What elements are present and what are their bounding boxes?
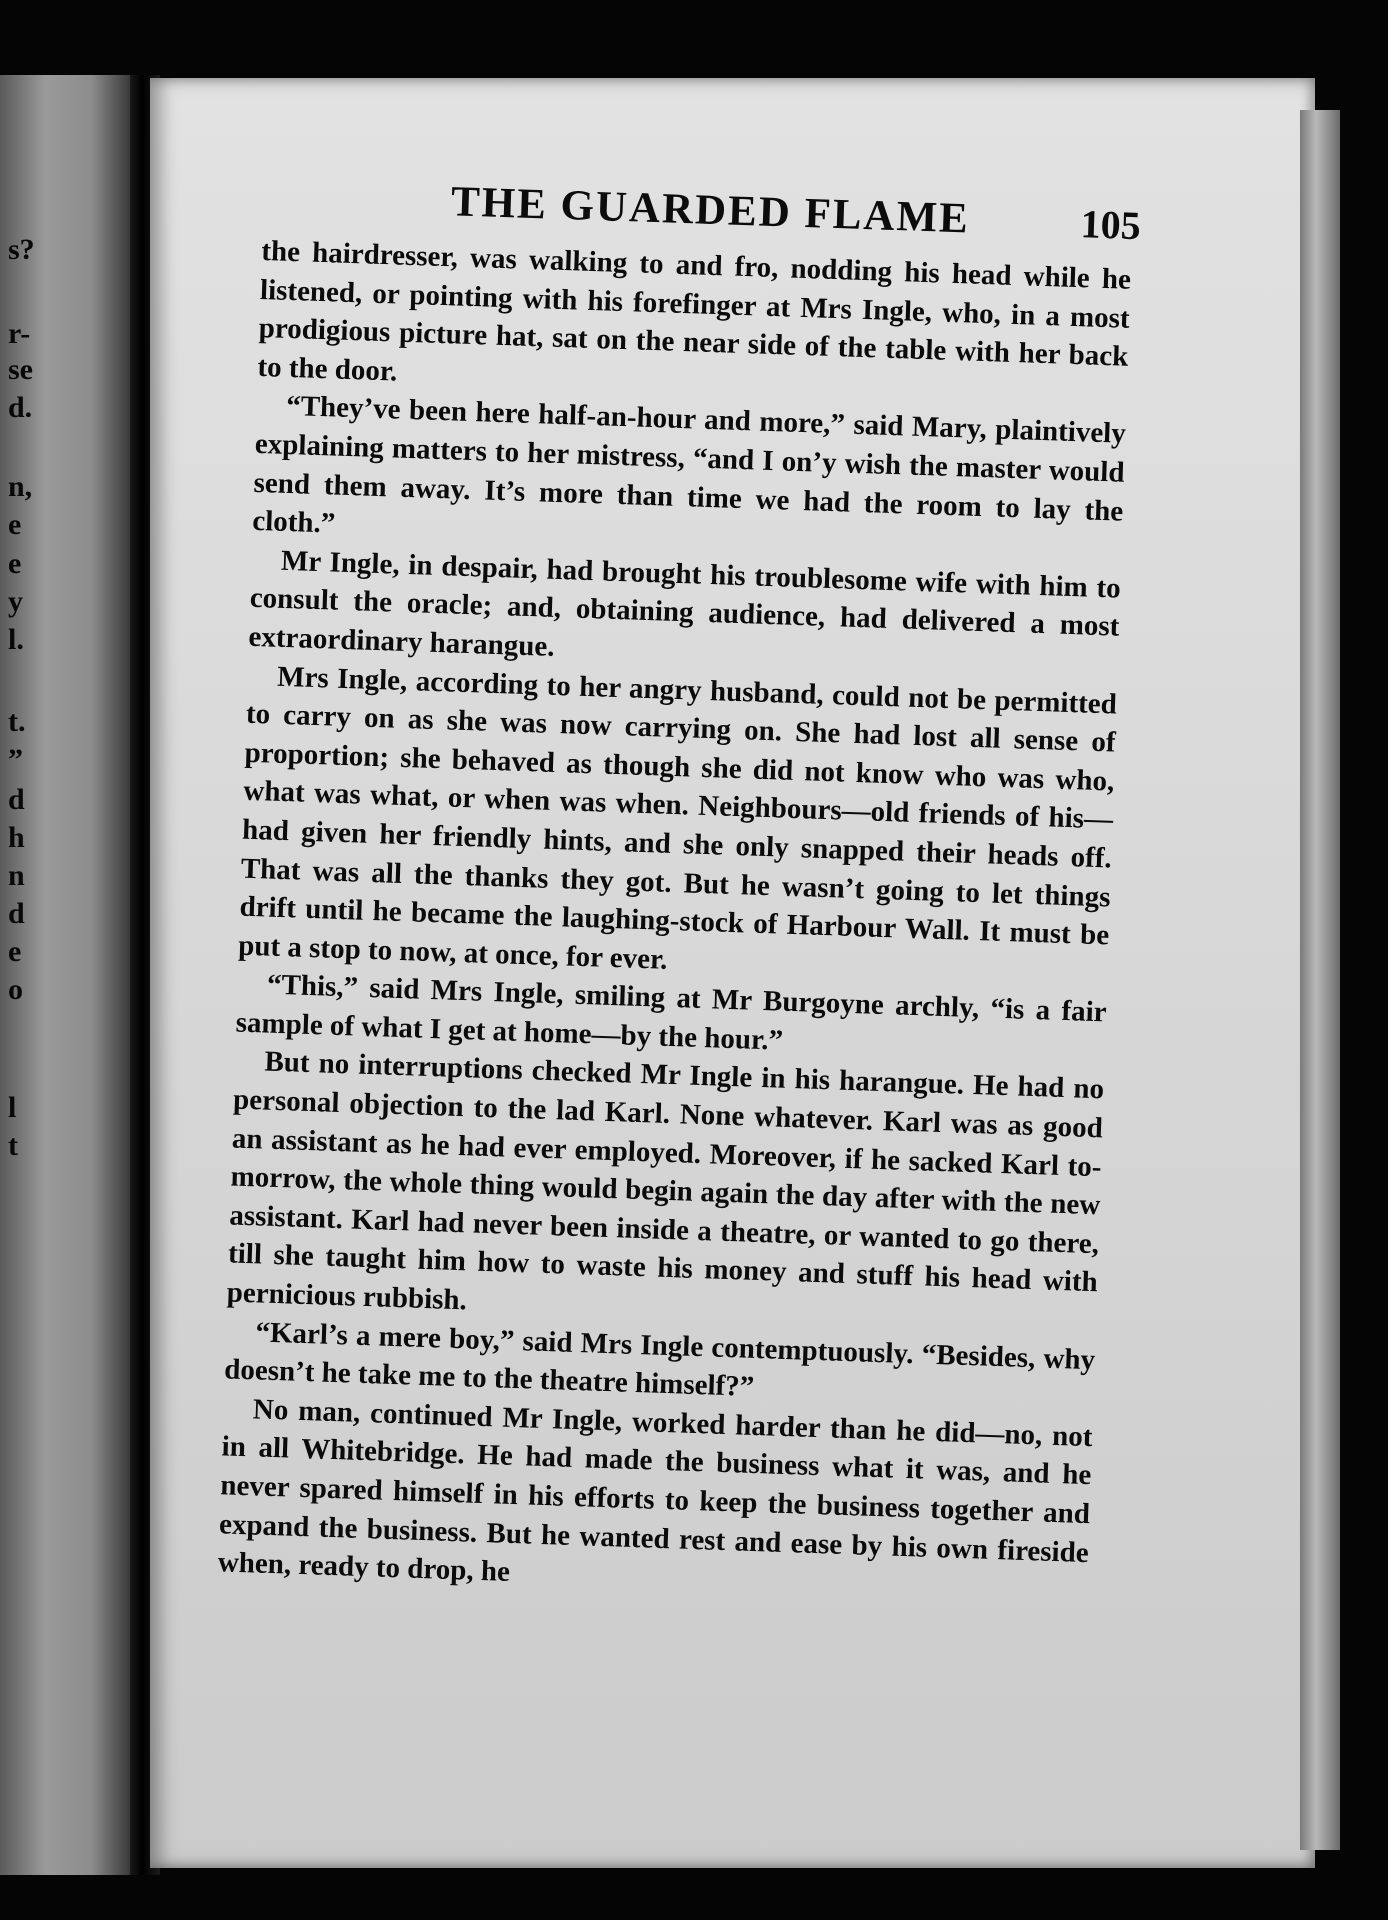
running-title: THE GUARDED FLAME <box>450 178 971 243</box>
page-edge <box>1300 110 1340 1850</box>
left-fragment: r- <box>8 317 31 350</box>
paragraph: No man, continued Mr Ingle, worked harder than he did—no, not in all Whitebridge. He had made the business what it was, and he never spared himself in his efforts to keep the business together and expand the business. But he wanted rest and ease by his own fireside when, ready to drop, he <box>217 1393 1094 1589</box>
paragraph: Mr Ingle, in despair, had brought his troublesome wife with him to consult the oracle; and, obtaining audience, had delivered a most extraordinary harangue. <box>248 544 1122 663</box>
left-fragment: y <box>8 585 23 618</box>
left-fragment: t. <box>8 705 26 738</box>
left-fragment: e <box>8 508 22 541</box>
left-fragment: e <box>8 547 22 580</box>
left-fragment: h <box>8 821 25 854</box>
body-text <box>217 232 1131 1611</box>
paragraph: But no interruptions checked Mr Ingle in his harangue. He had no personal objection to the lad Karl. None whatever. Karl was as good an assistant as he had ever employed. Moreover, if he sacked Karl to-morrow, the whole thing would begin again the day after with the new assistant. Karl had never been inside a theatre, or wanted to go there, till she taught him how to waste his money and stuff his head with pernicious rubbish. <box>226 1046 1105 1317</box>
paragraph: the hairdresser, was walking to and fro, nodding his head while he listened, or pointing with his forefinger at Mrs Ingle, who, in a most prodigious picture hat, sat on the near side of the table with her back to the door. <box>257 234 1132 388</box>
paragraph: Mrs Ingle, according to her angry husband, could not be permitted to carry on as she was now carrying on. She had lost all sense of proportion; she behaved as though she did not know who was who, what was what, or when was when. Neighbours—old friends of his—had given her friendly hints, and she only snapped their heads off. That was all the thanks they got. But he wasn’t going to let things drift until he became the laughing-stock of Harbour Wall. It must be put a stop to now, at once, for ever. <box>237 660 1118 976</box>
page-number: 105 <box>1079 201 1142 249</box>
left-fragment: se <box>8 353 33 386</box>
left-fragment: s? <box>8 233 35 266</box>
paragraph: “Karl’s a mere boy,” said Mrs Ingle contemptuously. “Besides, why doesn’t he take me to the theatre himself?” <box>223 1316 1096 1404</box>
left-fragment: o <box>8 973 23 1006</box>
left-fragment: n <box>8 859 25 892</box>
left-fragment: e <box>8 935 22 968</box>
paragraph: “They’ve been here half-an-hour and more,” said Mary, plaintively explaining matters to her mistress, “and I on’y wish the master would send them away. It’s more than time we had the room to lay the cloth.” <box>251 390 1127 540</box>
left-fragment: l <box>8 1091 17 1124</box>
left-fragment: d. <box>8 391 33 424</box>
left-fragment: t <box>8 1129 18 1162</box>
left-fragment: ” <box>8 743 23 776</box>
left-fragment: d <box>8 897 25 930</box>
left-fragment: d <box>8 783 25 816</box>
adjacent-page-edge <box>0 75 130 1875</box>
left-fragment: n, <box>8 470 33 503</box>
paragraph: “This,” said Mrs Ingle, smiling at Mr Burgoyne archly, “is a fair sample of what I get at home—by the hour.” <box>235 968 1108 1057</box>
left-fragment: l. <box>8 623 24 656</box>
